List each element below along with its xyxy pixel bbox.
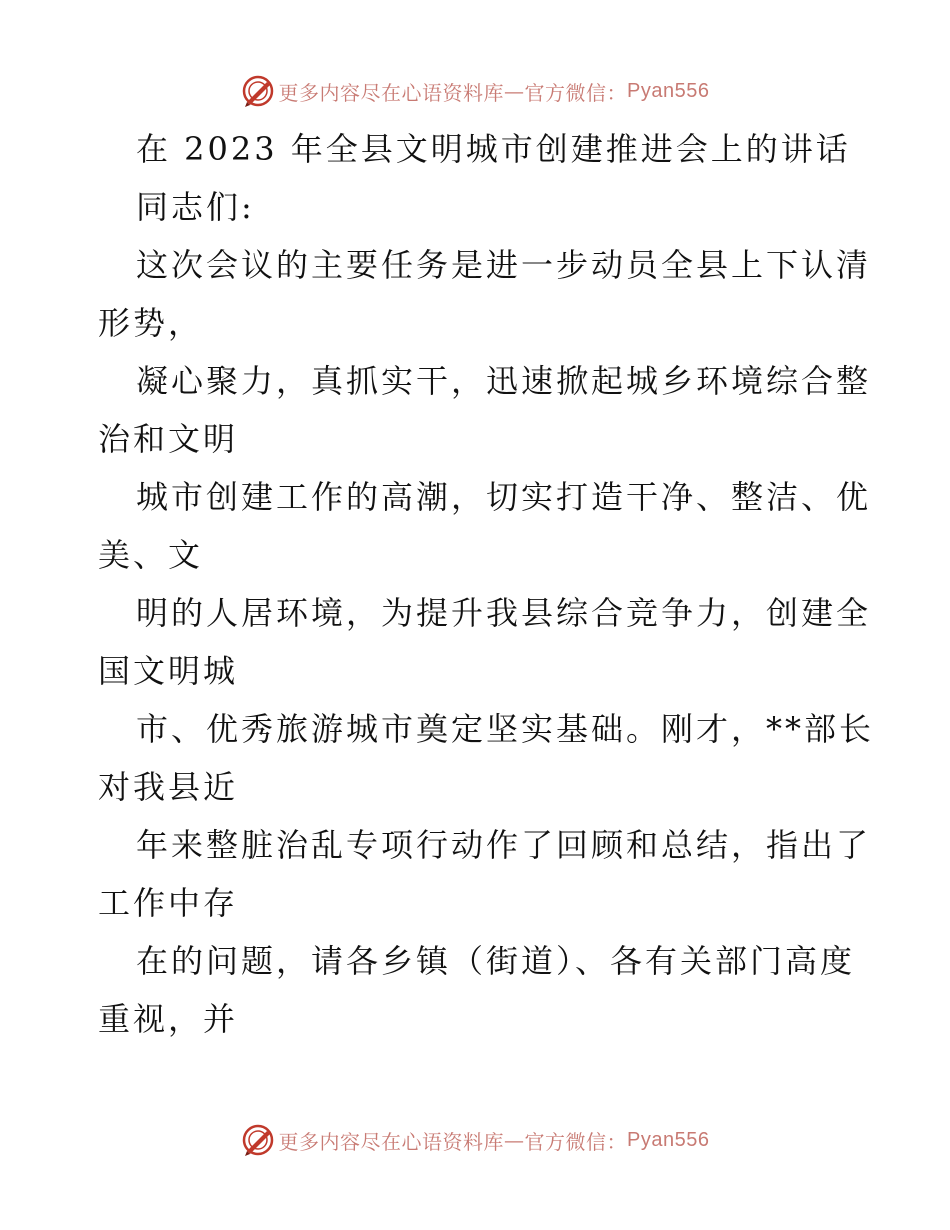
text-line: 城市创建工作的高潮，切实打造干净、整洁、优 (136, 478, 872, 516)
text-line: 国文明城 (98, 652, 239, 690)
text-line: 治和文明 (98, 420, 239, 458)
banner-text: 更多内容尽在心语资料库 (278, 1129, 505, 1154)
text-line: 年来整脏治乱专项行动作了回顾和总结，指出了 (136, 826, 872, 864)
footer-banner (0, 1120, 950, 1160)
text-line: 这次会议的主要任务是进一步动员全县上下认清 (136, 246, 872, 284)
banner-separator: — (504, 79, 525, 103)
text-line: 凝心聚力，真抓实干，迅速掀起城乡环境综合整 (136, 362, 872, 400)
document-body (98, 120, 875, 1048)
text-line: 明的人居环境，为提升我县综合竞争力，创建全 (136, 594, 872, 632)
banner-wechat-label: 官方微信： (524, 1129, 628, 1154)
pen-logo-icon (241, 1123, 275, 1157)
banner-text: 更多内容尽在心语资料库 (278, 80, 505, 105)
banner-wechat-label: 官方微信： (524, 80, 628, 105)
paragraph-lines (98, 236, 875, 1048)
pen-logo-icon (241, 74, 275, 108)
text-line: 重视，并 (98, 1000, 239, 1038)
salutation: 同志们: (136, 188, 255, 226)
banner-wechat-id: Pyan556 (627, 1128, 710, 1151)
banner-separator: — (504, 1128, 525, 1152)
banner-wechat-id: Pyan556 (627, 79, 710, 102)
text-line: 形势， (98, 304, 204, 342)
text-line: 市、优秀旅游城市奠定坚实基础。刚才，**部长 (136, 710, 875, 748)
text-line: 在的问题，请各乡镇（街道）、各有关部门高度 (136, 942, 856, 980)
text-line: 工作中存 (98, 884, 239, 922)
text-line: 对我县近 (98, 768, 239, 806)
text-line: 美、文 (98, 536, 204, 574)
document-title: 在 2023 年全县文明城市创建推进会上的讲话 (136, 130, 851, 168)
header-banner (0, 71, 950, 111)
